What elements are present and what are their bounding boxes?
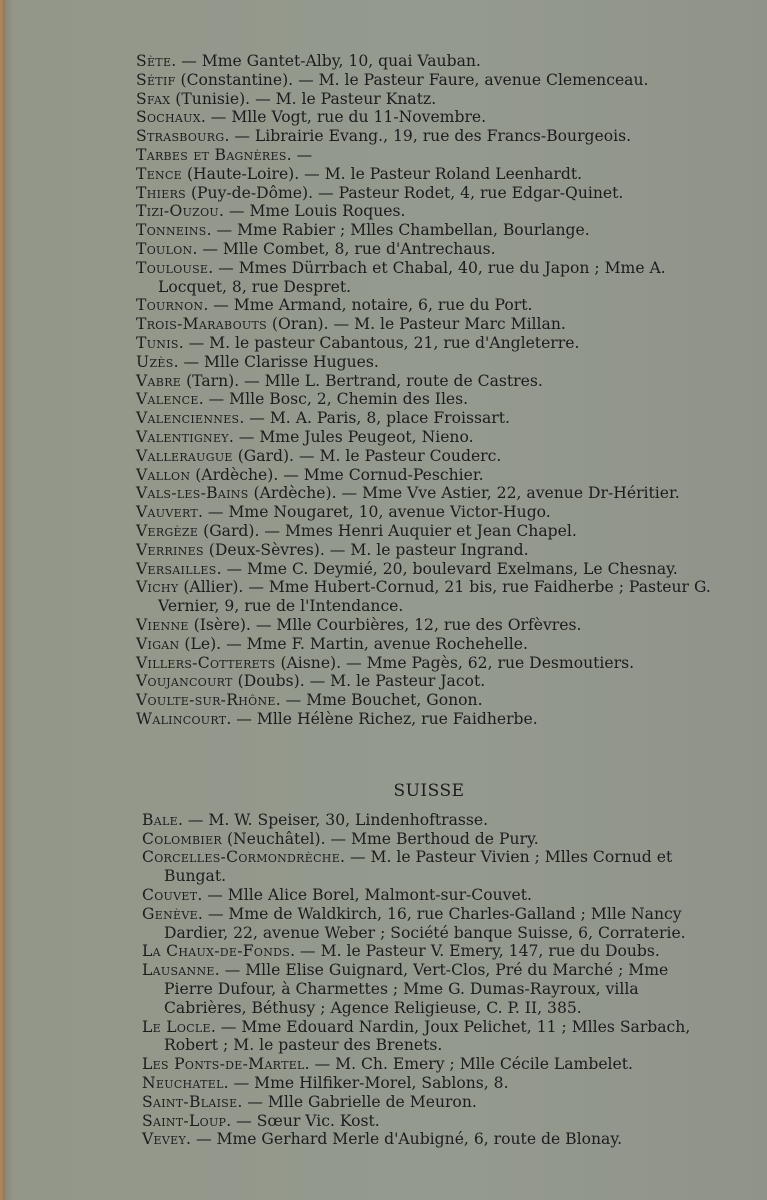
entry-text: (Neuchâtel). — Mme Berthoud de Pury. — [221, 829, 539, 848]
list-entry — [136, 409, 716, 428]
list-entry — [136, 108, 716, 127]
list-entry — [142, 1093, 716, 1112]
list-entry — [142, 830, 716, 849]
entry-city: Toulouse — [136, 258, 209, 277]
list-entry — [136, 165, 716, 184]
entry-city: Vienne — [136, 615, 189, 634]
entry-city: La Chaux-de-Fonds — [142, 942, 291, 961]
entry-text: (Le). — Mme F. Martin, avenue Rochehelle. — [179, 634, 528, 653]
list-entry — [136, 672, 716, 691]
suisse-list — [142, 811, 716, 1149]
list-entry — [142, 848, 716, 886]
suisse-block — [142, 770, 716, 1149]
entry-city: Valence — [136, 390, 199, 409]
entry-text: (Gard). — Mmes Henri Auquier et Jean Chapel. — [198, 521, 577, 540]
entry-text: . — — [286, 145, 313, 164]
list-entry — [136, 71, 716, 90]
entry-city: Corcelles-Cormondrèche — [142, 848, 341, 867]
entry-text: (Aisne). — Mme Pagès, 62, rue Desmoutiers. — [275, 653, 635, 672]
entry-text: . — M. Ch. Emery ; Mlle Cécile Lambelet. — [304, 1055, 633, 1074]
list-entry — [142, 1055, 716, 1074]
list-entry — [142, 942, 716, 961]
list-entry — [136, 315, 716, 334]
page-edge — [0, 0, 5, 1200]
entry-city: Vauvert — [136, 503, 198, 522]
entry-city: Saint-Loup — [142, 1111, 227, 1130]
entry-city: Les Ponts-de-Martel — [142, 1055, 305, 1074]
entry-city: Sète — [136, 52, 172, 70]
list-entry — [136, 428, 716, 447]
list-entry — [136, 503, 716, 522]
list-entry — [142, 811, 716, 830]
entry-city: Valleraugue — [136, 446, 233, 465]
entry-text: . — Mme Louis Roques. — [219, 202, 406, 221]
entry-text: . — Mme Gerhard Merle d'Aubigné, 6, route de Blonay. — [186, 1130, 623, 1149]
list-entry — [142, 1018, 716, 1056]
entry-text: (Allier). — Mme Hubert-Cornud, 21 bis, rue Faidherbe ; Pasteur G. Vernier, 9, rue de l'Intendance. — [158, 578, 711, 616]
entry-text: . — Mme Hilfiker-Morel, Sablons, 8. — [223, 1073, 509, 1092]
entry-city: Vichy — [136, 578, 179, 597]
entry-text: (Constantine). — M. le Pasteur Faure, avenue Clemenceau. — [175, 70, 649, 89]
entry-text: . — Mme de Waldkirch, 16, rue Charles-Galland ; Mlle Nancy Dardier, 22, avenue Weber ; Société banque Suisse, 6, Corraterie. — [164, 904, 686, 942]
entry-text: . — Mlle Elise Guignard, Vert-Clos, Pré du Marché ; Mme Pierre Dufour, à Charmettes ; Mme G. Dumas-Rayroux, villa Cabrières, Béthusy ; Agence Religieuse, C. P. II, 385. — [164, 961, 669, 1017]
entry-city: Vabre — [136, 371, 182, 390]
section-title: SUISSE — [393, 781, 465, 801]
entry-text: (Ardèche). — Mme Vve Astier, 22, avenue Dr-Héritier. — [248, 484, 680, 503]
entry-city: Couvet — [142, 885, 198, 904]
entry-text: . — Mlle Combet, 8, rue d'Antrechaus. — [192, 239, 496, 258]
list-entry — [142, 1112, 716, 1131]
entry-text: . — M. A. Paris, 8, place Froissart. — [239, 409, 510, 428]
list-entry — [136, 654, 716, 673]
entry-text: . — Mlle Clarisse Hugues. — [173, 352, 379, 371]
list-entry — [142, 905, 716, 943]
entry-city: Genève — [142, 904, 198, 923]
entry-city: Tournon — [136, 296, 204, 315]
list-entry — [136, 184, 716, 203]
entry-city: Thiers — [136, 183, 186, 202]
list-entry — [136, 353, 716, 372]
entry-text: . — Mlle Alice Borel, Malmont-sur-Couvet. — [197, 885, 532, 904]
entry-text: . — Sœur Vic. Kost. — [226, 1111, 380, 1130]
entry-text: (Doubs). — M. le Pasteur Jacot. — [232, 672, 486, 691]
entry-text: . — M. W. Speiser, 30, Lindenhoftrasse. — [177, 810, 489, 829]
entry-city: Tizi-Ouzou — [136, 202, 219, 221]
list-entry — [136, 202, 716, 221]
entry-text: (Oran). — M. le Pasteur Marc Millan. — [266, 315, 566, 334]
entry-text: (Tunisie). — M. le Pasteur Knatz. — [170, 89, 437, 108]
list-entry — [136, 52, 716, 71]
list-entry — [136, 259, 716, 297]
entry-text: . — Mlle Bosc, 2, Chemin des Iles. — [198, 390, 469, 409]
list-entry — [136, 560, 716, 579]
entry-city: Vevey — [142, 1130, 187, 1149]
entry-city: Vigan — [136, 634, 180, 653]
list-entry — [136, 578, 716, 616]
entry-city: Bale — [142, 810, 178, 829]
entry-city: Tonneins — [136, 221, 207, 240]
list-entry — [136, 390, 716, 409]
entry-text: (Gard). — M. le Pasteur Couderc. — [232, 446, 502, 465]
entry-city: Tarbes et Bagnères — [136, 145, 287, 164]
entry-city: Trois-Marabouts — [136, 315, 267, 334]
list-entry — [136, 522, 716, 541]
entry-city: Saint-Blaise — [142, 1092, 238, 1111]
list-entry — [136, 466, 716, 485]
entry-text: (Haute-Loire). — M. le Pasteur Roland Leenhardt. — [182, 164, 583, 183]
entry-city: Sétif — [136, 70, 176, 89]
list-entry — [142, 886, 716, 905]
entry-text: . — Mlle Vogt, rue du 11-Novembre. — [200, 108, 487, 127]
list-entry — [142, 1130, 716, 1149]
entry-city: Verrines — [136, 540, 204, 559]
list-entry — [136, 447, 716, 466]
list-entry — [136, 146, 716, 165]
list-entry — [136, 240, 716, 259]
france-list — [136, 52, 716, 729]
entry-text: . — Mme Edouard Nardin, Joux Pelichet, 11 ; Mlles Sarbach, Robert ; M. le pasteur des Brenets. — [164, 1017, 691, 1055]
list-entry — [136, 372, 716, 391]
entry-city: Le Locle — [142, 1017, 211, 1036]
entry-city: Valenciennes — [136, 409, 240, 428]
list-entry — [142, 1074, 716, 1093]
entry-text: (Tarn). — Mlle L. Bertrand, route de Castres. — [181, 371, 543, 390]
entry-city: Sfax — [136, 89, 171, 108]
entry-text: . — Mmes Dürrbach et Chabal, 40, rue du Japon ; Mme A. Locquet, 8, rue Despret. — [158, 258, 666, 296]
entry-city: Neuchatel — [142, 1073, 224, 1092]
entry-city: Voujancourt — [136, 672, 233, 691]
list-entry — [136, 710, 716, 729]
entry-city: Walincourt — [136, 709, 227, 728]
list-entry — [136, 90, 716, 109]
entry-city: Vallon — [136, 465, 191, 484]
entry-text: . — M. le Pasteur Vivien ; Mlles Cornud et Bungat. — [164, 848, 673, 886]
entry-city: Valentigney — [136, 427, 229, 446]
list-entry — [136, 691, 716, 710]
entry-text: . — Mme Gantet-Alby, 10, quai Vauban. — [171, 52, 481, 70]
list-entry — [142, 961, 716, 1017]
entry-text: (Ardèche). — Mme Cornud-Peschier. — [190, 465, 484, 484]
entry-text: (Isère). — Mlle Courbières, 12, rue des Orfèvres. — [188, 615, 582, 634]
entry-text: (Deux-Sèvres). — M. le pasteur Ingrand. — [203, 540, 529, 559]
entry-text: . — Mme Armand, notaire, 6, rue du Port. — [203, 296, 533, 315]
entry-city: Versailles — [136, 559, 217, 578]
entry-city: Sochaux — [136, 108, 201, 127]
entry-city: Uzès — [136, 352, 174, 371]
entry-city: Lausanne — [142, 961, 215, 980]
list-entry — [136, 296, 716, 315]
entry-city: Tence — [136, 164, 183, 183]
list-entry — [136, 616, 716, 635]
entry-text: . — Mlle Hélène Richez, rue Faidherbe. — [226, 709, 538, 728]
entry-city: Strasbourg — [136, 127, 225, 146]
entry-text: (Puy-de-Dôme). — Pasteur Rodet, 4, rue Edgar-Quinet. — [186, 183, 624, 202]
entry-text: . — M. le Pasteur V. Emery, 147, rue du Doubs. — [290, 942, 660, 961]
entry-city: Villers-Cotterets — [136, 653, 276, 672]
entry-city: Colombier — [142, 829, 222, 848]
entry-city: Vals-les-Bains — [136, 484, 249, 503]
entry-text: . — Mme Rabier ; Mlles Chambellan, Bourlange. — [206, 221, 590, 240]
entry-text: . — Mlle Gabrielle de Meuron. — [237, 1092, 477, 1111]
list-entry — [136, 635, 716, 654]
entry-text: . — Librairie Evang., 19, rue des Francs-Bourgeois. — [224, 127, 632, 146]
list-entry — [136, 127, 716, 146]
entry-city: Toulon — [136, 239, 193, 258]
entry-text: . — Mme C. Deymié, 20, boulevard Exelmans, Le Chesnay. — [216, 559, 678, 578]
entry-text: . — Mme Bouchet, Gonon. — [275, 691, 483, 710]
list-entry — [136, 221, 716, 240]
entry-text: . — Mme Jules Peugeot, Nieno. — [228, 427, 474, 446]
list-entry — [136, 541, 716, 560]
list-entry — [136, 334, 716, 353]
entry-text: . — M. le pasteur Cabantous, 21, rue d'Angleterre. — [178, 333, 580, 352]
list-entry — [136, 484, 716, 503]
entry-city: Vergèze — [136, 521, 199, 540]
entry-city: Tunis — [136, 333, 179, 352]
entry-text: . — Mme Nougaret, 10, avenue Victor-Hugo. — [197, 503, 551, 522]
entry-city: Voulte-sur-Rhône — [136, 691, 276, 710]
